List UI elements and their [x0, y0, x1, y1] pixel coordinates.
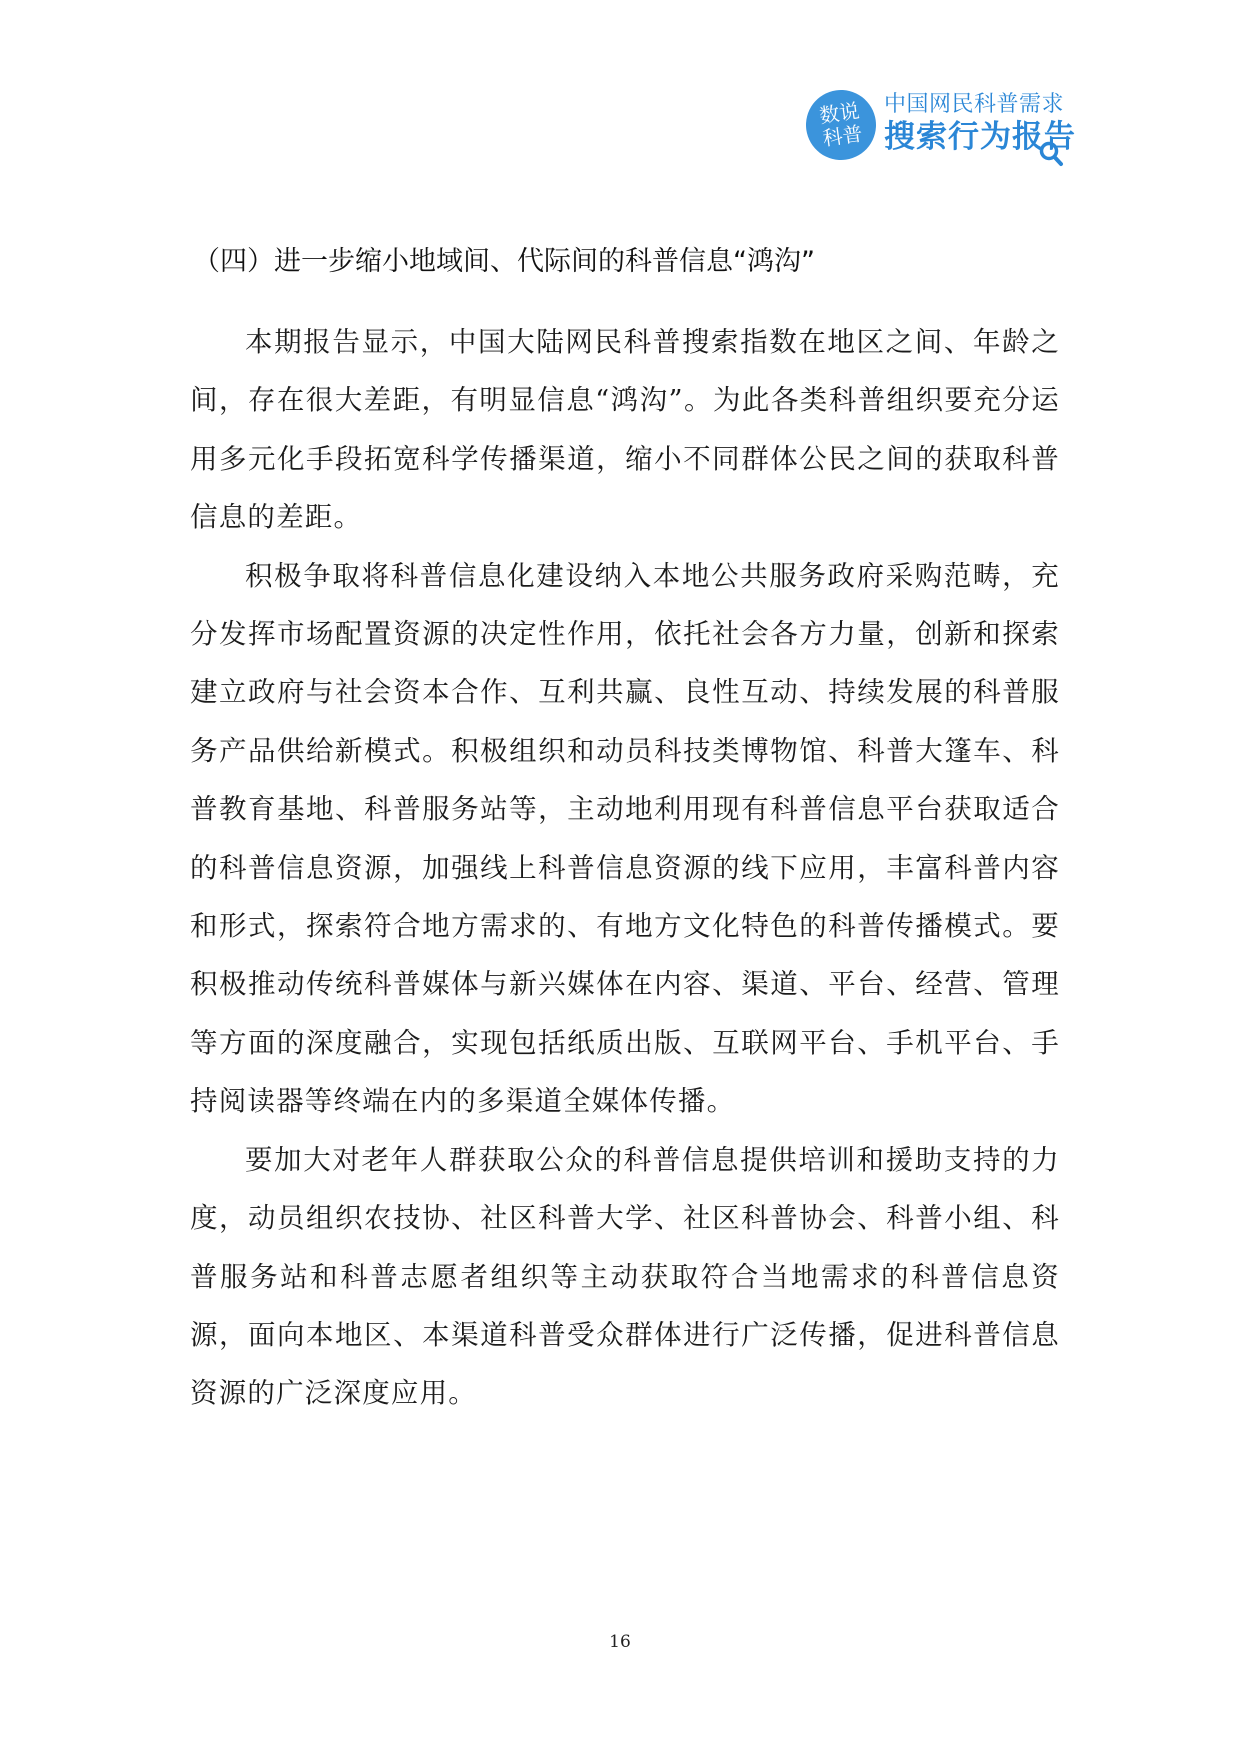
section-heading: （四）进一步缩小地域间、代际间的科普信息“鸿沟”	[193, 246, 815, 277]
logo-subtitle: 中国网民科普需求	[884, 92, 1065, 117]
paragraph: 要加大对老年人群获取公众的科普信息提供培训和援助支持的力度，动员组织农技协、社区科普大学、社区科普协会、科普小组、科普服务站和科普志愿者组织等主动获取符合当地需求的科普信息资源，面向本地区、本渠道科普受众群体进行广泛传播，促进科普信息资源的广泛深度应用。	[190, 1143, 1060, 1410]
logo-badge-line1: 数说	[817, 98, 861, 128]
logo-badge	[801, 85, 880, 164]
logo-badge-line2: 科普	[821, 121, 865, 151]
magnifier-icon	[1038, 140, 1064, 168]
paragraph: 积极争取将科普信息化建设纳入本地公共服务政府采购范畴，充分发挥市场配置资源的决定性作用，依托社会各方力量，创新和探索建立政府与社会资本合作、互利共赢、良性互动、持续发展的科普服务产品供给新模式。积极组织和动员科技类博物馆、科普大篷车、科普教育基地、科普服务站等，主动地利用现有科普信息平台获取适合的科普信息资源，加强线上科普信息资源的线下应用，丰富科普内容和形式，探索符合地方需求的、有地方文化特色的科普传播模式。要积极推动传统科普媒体与新兴媒体在内容、渠道、平台、经营、管理等方面的深度融合，实现包括纸质出版、互联网平台、手机平台、手持阅读器等终端在内的多渠道全媒体传播。	[190, 559, 1060, 1118]
paragraph: 本期报告显示，中国大陆网民科普搜索指数在地区之间、年龄之间，存在很大差距，有明显信息“鸿沟”。为此各类科普组织要充分运用多元化手段拓宽科学传播渠道，缩小不同群体公民之间的获取科普信息的差距。	[190, 326, 1060, 534]
logo-title: 搜索行为报告	[884, 119, 1076, 155]
report-logo	[806, 88, 1076, 168]
page-number: 16	[609, 1632, 631, 1652]
body-text	[190, 313, 1060, 1423]
